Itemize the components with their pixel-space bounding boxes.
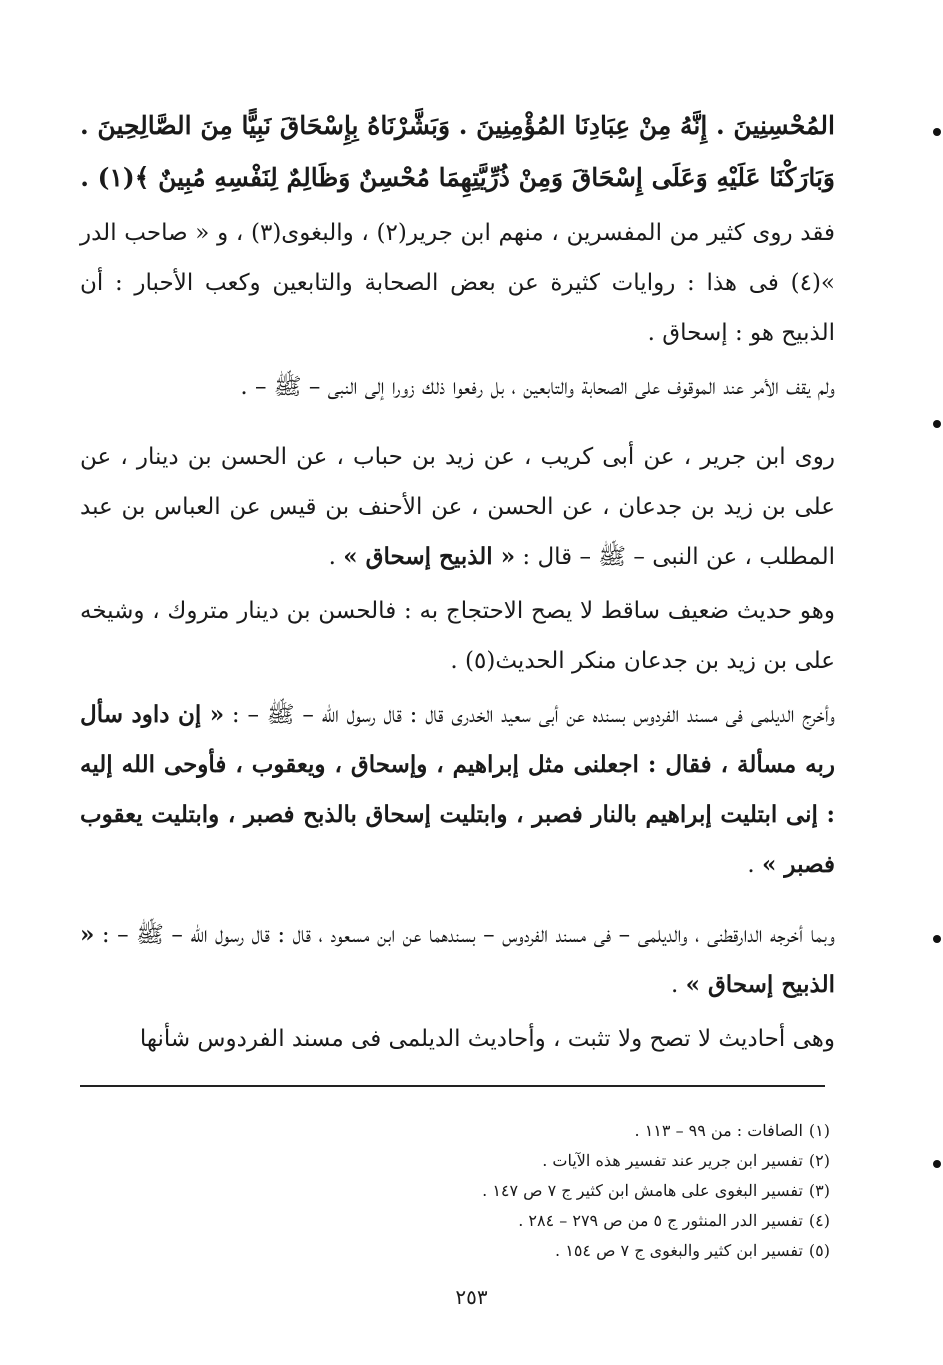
footnote-number: (٤): [808, 1211, 830, 1230]
footnote-divider: [80, 1085, 825, 1087]
footnote: [360, 1176, 830, 1206]
paragraph-commentators: فقد روى كثير من المفسرين ، منهم ابن جرير(٢) ، والبغوى(٣) ، و « صاحب الدر »(٤) فى هذا : روايات كثيرة عن بعض الصحابة والتابعين وكعب الأحبار : أن الذبيح هو : إسحاق .: [80, 220, 835, 346]
paragraph-daylami-narration: [80, 690, 835, 890]
hadith-quote: « الذبيح إسحاق »: [80, 921, 835, 998]
paragraph-ibn-jarir-narration: [80, 432, 835, 582]
page-body: [80, 100, 835, 1068]
paragraph-attribution: ولم يقف الأمر عند الموقوف على الصحابة والتابعين ، بل رفعوا ذلك زورا إلى النبى – ﷺ – .: [240, 374, 835, 400]
footnote-text: تفسير ابن جرير عند تفسير هذه الآيات .: [542, 1151, 803, 1170]
footnote-number: (٢): [808, 1151, 830, 1170]
footnotes: [360, 1116, 830, 1266]
footnote: [360, 1146, 830, 1176]
paragraph-daraqutni-narration: [80, 910, 835, 1010]
footnote: [360, 1206, 830, 1236]
footnote: [360, 1236, 830, 1266]
footnote-text: تفسير ابن كثير والبغوى ج ٧ ص ١٥٤ .: [555, 1241, 803, 1260]
quran-verse: المُحْسِنِينَ . إِنَّهُ مِنْ عِبَادِنَا المُؤْمِنِينَ . وَبَشَّرْنَاهُ بِإِسْحَاقَ نَبِيًّا مِنَ الصَّالِحِينَ . وَبَارَكْنَا عَلَيْهِ وَعَلَى إِسْحَاقَ وَمِنْ ذُرِّيَّتِهِمَا مُحْسِنٌ وَظَالِمٌ لِنَفْسِهِ مُبِينٌ ﴾(١) .: [80, 111, 835, 192]
hadith-quote: « إن داود سأل ربه مسألة ، فقال : اجعلنى مثل إبراهيم ، وإسحاق ، ويعقوب ، فأوحى الله إليه : إنى ابتليت إبراهيم بالنار فصبر ، وابتليت إسحاق بالذبح فصبر ، وابتليت يعقوب فصبر »: [80, 701, 835, 878]
hadith-quote: « الذبيح إسحاق »: [343, 543, 516, 570]
footnote-text: تفسير البغوى على هامش ابن كثير ج ٧ ص ١٤٧ .: [482, 1181, 803, 1200]
narration-text: وبما أخرجه الدارقطنى ، والديلمى – فى مسند الفردوس – بسندهما عن ابن مسعود ، قال : قال رسول الله – ﷺ – :: [94, 922, 835, 948]
footnote-number: (٣): [808, 1181, 830, 1200]
paragraph-weakness: وهو حديث ضعيف ساقط لا يصح الاحتجاج به : فالحسن بن دينار متروك ، وشيخه على بن زيد بن جدعان منكر الحديث(٥) .: [80, 598, 835, 674]
margin-dot: [933, 420, 941, 428]
footnote-text: تفسير الدر المنثور ج ٥ من ص ٢٧٩ – ٢٨٤ .: [518, 1211, 803, 1230]
page-number: ٢٥٣: [455, 1285, 488, 1309]
footnote-number: (١): [808, 1121, 830, 1140]
footnote: [360, 1116, 830, 1146]
margin-dot: [933, 128, 941, 136]
narration-text: روى ابن جرير ، عن أبى كريب ، عن زيد بن حباب ، عن الحسن بن دينار ، عن على بن زيد بن جدعان ، عن الحسن ، عن الأحنف بن قيس عن العباس بن عبد المطلب ، عن النبى – ﷺ – قال :: [80, 444, 835, 570]
paragraph-conclusion: وهى أحاديث لا تصح ولا تثبت ، وأحاديث الديلمى فى مسند الفردوس شأنها: [139, 1026, 835, 1052]
margin-dot: [933, 935, 941, 943]
margin-dot: [933, 1160, 941, 1168]
footnote-text: الصافات : من ٩٩ – ١١٣ .: [634, 1121, 803, 1140]
narration-end: .: [328, 544, 344, 570]
narration-end: .: [670, 972, 686, 998]
footnote-number: (٥): [808, 1241, 830, 1260]
narration-end: .: [747, 852, 763, 878]
narration-text: وأخرج الديلمى فى مسند الفردوس بسنده عن أبى سعيد الخدرى قال : قال رسول الله – ﷺ – :: [224, 702, 835, 728]
